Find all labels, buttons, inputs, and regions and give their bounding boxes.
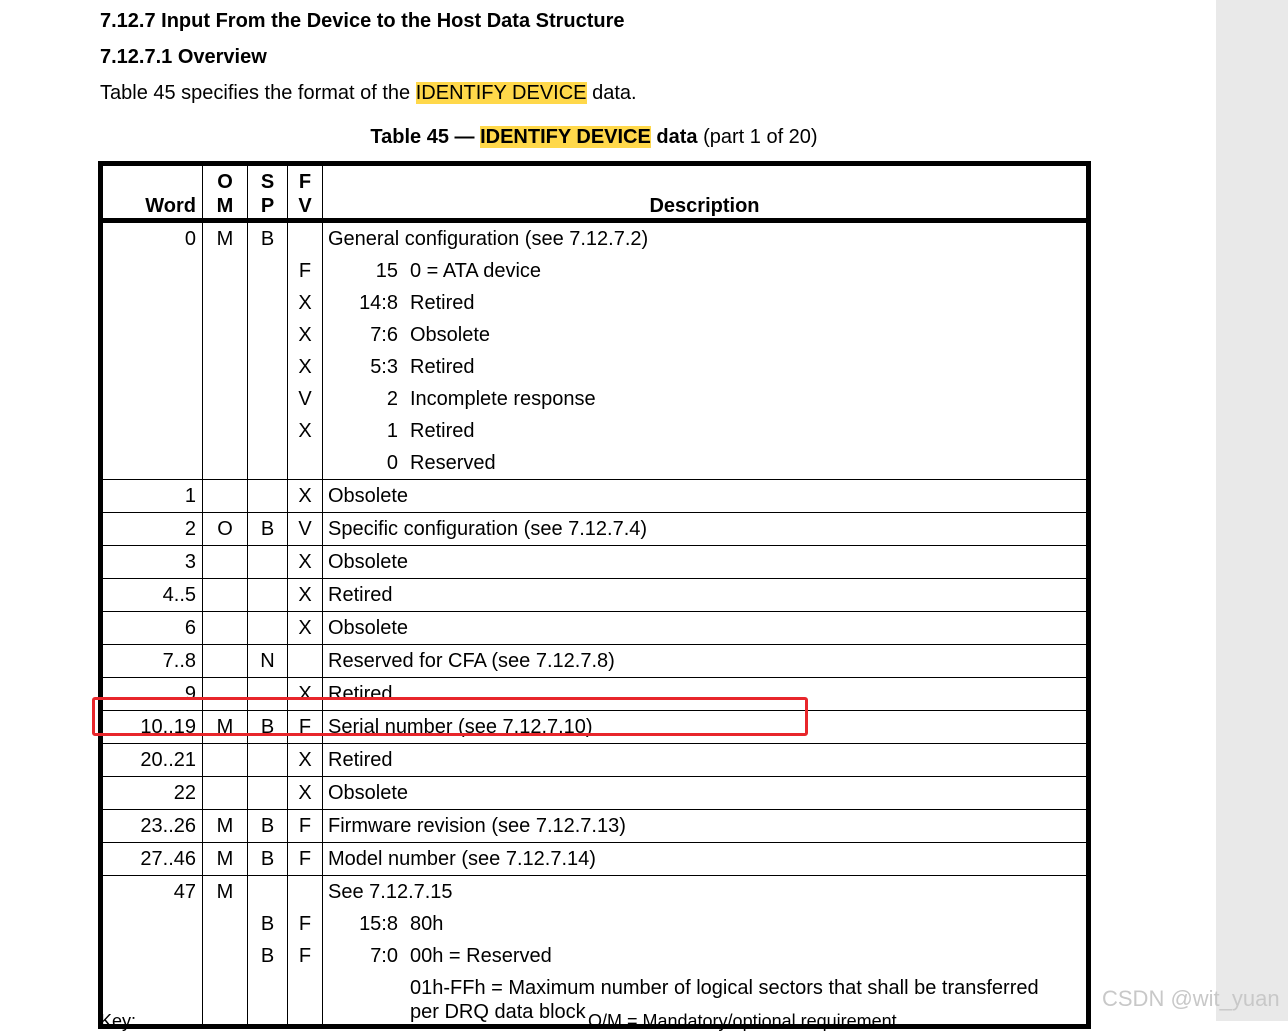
key-text: O/M = Mandatory/optional requirement [588, 1011, 897, 1031]
word-cell: 4..5 [101, 579, 203, 612]
description-cell: Retired [323, 678, 1089, 711]
fv-cell: F F [288, 876, 323, 1027]
sp-cell [248, 744, 288, 777]
table-row [101, 645, 1089, 678]
fv-cell: F [288, 810, 323, 843]
table-row [101, 876, 1089, 1027]
om-cell [203, 645, 248, 678]
word-cell: 22 [101, 777, 203, 810]
om-cell: M [203, 876, 248, 1027]
sp-cell: B [248, 221, 288, 480]
word-cell: 10..19 [101, 711, 203, 744]
word-cell: 47 [101, 876, 203, 1027]
section-heading: 7.12.7 Input From the Device to the Host Data Structure [100, 10, 625, 32]
word-cell: 7..8 [101, 645, 203, 678]
word-cell: 2 [101, 513, 203, 546]
table-row [101, 843, 1089, 876]
sp-cell: B [248, 810, 288, 843]
word-cell: 1 [101, 480, 203, 513]
description-cell: Obsolete [323, 777, 1089, 810]
description-cell: Reserved for CFA (see 7.12.7.8) [323, 645, 1089, 678]
sp-cell: N [248, 645, 288, 678]
table-row [101, 221, 1089, 480]
identify-device-table [98, 161, 1091, 1029]
table-row [101, 546, 1089, 579]
fv-cell: F [288, 711, 323, 744]
description-cell: Obsolete [323, 612, 1089, 645]
word-cell: 20..21 [101, 744, 203, 777]
om-cell [203, 744, 248, 777]
description-cell: See 7.12.7.15 15:8 80h 7:0 00h = Reserved 01h-FFh = Maximum number of logical sectors that shall be transferred per DRQ data block [323, 876, 1089, 1027]
header-fv: F V [288, 164, 323, 221]
fv-cell: F [288, 843, 323, 876]
sp-cell: B [248, 711, 288, 744]
sp-cell [248, 480, 288, 513]
fv-cell: X [288, 612, 323, 645]
table-row [101, 513, 1089, 546]
fv-cell: V [288, 513, 323, 546]
sp-cell [248, 579, 288, 612]
sp-cell [248, 546, 288, 579]
fv-cell: X [288, 777, 323, 810]
sp-cell: B [248, 513, 288, 546]
header-description: Description [323, 164, 1089, 221]
description-cell: Retired [323, 744, 1089, 777]
description-cell: Specific configuration (see 7.12.7.4) [323, 513, 1089, 546]
description-cell: Model number (see 7.12.7.14) [323, 843, 1089, 876]
om-cell [203, 579, 248, 612]
word-cell: 9 [101, 678, 203, 711]
table-row [101, 480, 1089, 513]
word-cell: 0 [101, 221, 203, 480]
sp-cell: B [248, 843, 288, 876]
search-highlight: IDENTIFY DEVICE [480, 126, 651, 148]
header-word: Word [101, 164, 203, 221]
om-cell [203, 777, 248, 810]
om-cell: M [203, 810, 248, 843]
subsection-heading: 7.12.7.1 Overview [100, 46, 267, 68]
annotation-highlight-box [92, 697, 808, 736]
word-cell: 3 [101, 546, 203, 579]
table-row [101, 810, 1089, 843]
word-cell: 6 [101, 612, 203, 645]
header-om: O M [203, 164, 248, 221]
om-cell: M [203, 711, 248, 744]
om-cell [203, 546, 248, 579]
fv-cell: F X X X V X [288, 221, 323, 480]
fv-cell: X [288, 744, 323, 777]
key-label: Key: [100, 1011, 137, 1031]
fv-cell: X [288, 546, 323, 579]
sp-cell [248, 777, 288, 810]
sp-cell: B B [248, 876, 288, 1027]
description-cell: General configuration (see 7.12.7.2) 15 0 = ATA device 14:8 Retired 7:6 Obsolete 5:3 Retired 2 Incomplete response 1 Retired 0 Reserved [323, 221, 1089, 480]
fv-cell: X [288, 480, 323, 513]
watermark: CSDN @wit_yuan [1102, 986, 1280, 1011]
om-cell: M [203, 221, 248, 480]
table-row [101, 744, 1089, 777]
header-sp: S P [248, 164, 288, 221]
description-cell: Obsolete [323, 480, 1089, 513]
description-cell: Firmware revision (see 7.12.7.13) [323, 810, 1089, 843]
description-cell: Obsolete [323, 546, 1089, 579]
paragraph: Table 45 specifies the format of the IDENTIFY DEVICE data. [100, 82, 637, 104]
word-cell: 23..26 [101, 810, 203, 843]
table-row [101, 612, 1089, 645]
fv-cell [288, 645, 323, 678]
table-caption: Table 45 — IDENTIFY DEVICE data (part 1 of 20) [370, 126, 818, 148]
om-cell [203, 480, 248, 513]
search-highlight: IDENTIFY DEVICE [415, 82, 587, 104]
om-cell: O [203, 513, 248, 546]
viewer-background [1216, 0, 1288, 1021]
om-cell: M [203, 843, 248, 876]
table-row [101, 579, 1089, 612]
fv-cell: X [288, 678, 323, 711]
om-cell [203, 612, 248, 645]
word-cell: 27..46 [101, 843, 203, 876]
fv-cell: X [288, 579, 323, 612]
table-row [101, 777, 1089, 810]
description-cell: Serial number (see 7.12.7.10) [323, 711, 1089, 744]
description-cell: Retired [323, 579, 1089, 612]
sp-cell [248, 612, 288, 645]
